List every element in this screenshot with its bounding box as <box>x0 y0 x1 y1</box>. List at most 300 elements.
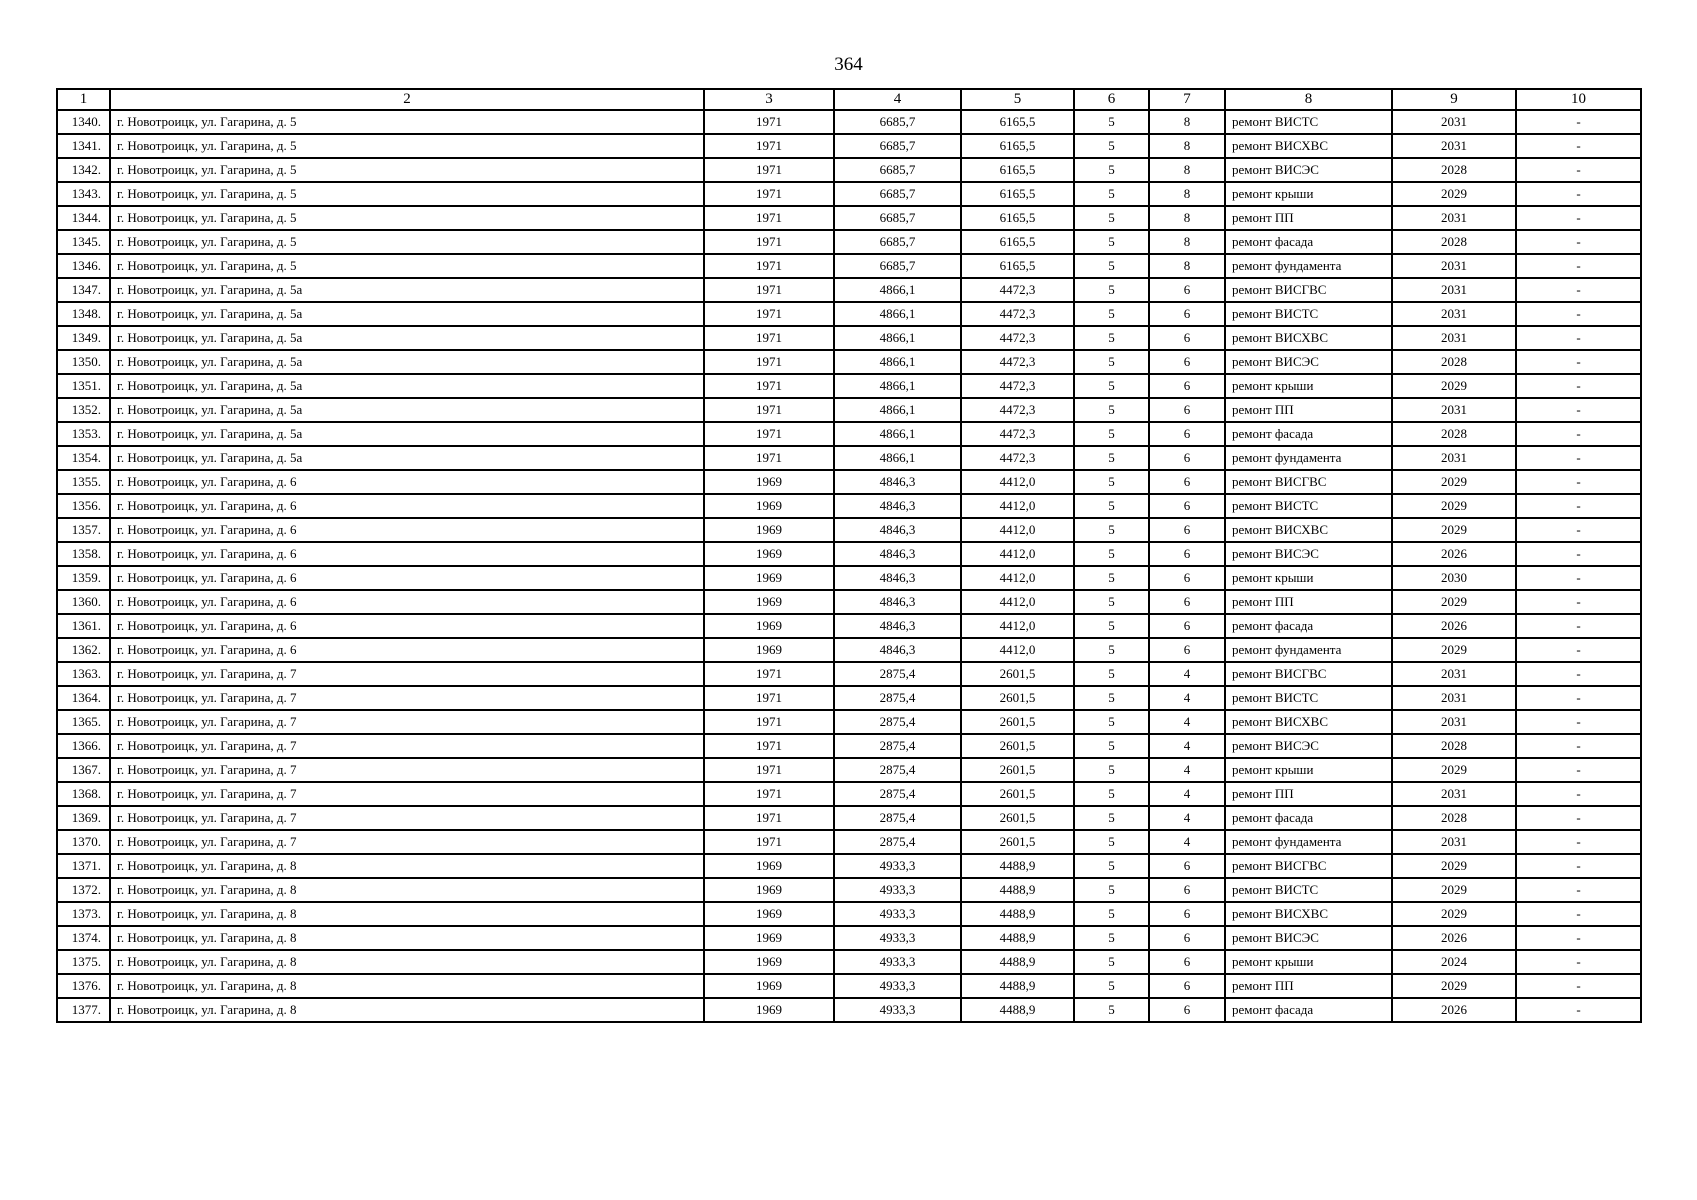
work-type-cell: ремонт крыши <box>1225 182 1392 206</box>
floors-cell: 5 <box>1074 350 1149 374</box>
entrances-cell: 6 <box>1149 950 1225 974</box>
floors-cell: 5 <box>1074 230 1149 254</box>
year-built-cell: 1971 <box>704 710 834 734</box>
entrances-cell: 6 <box>1149 326 1225 350</box>
address-cell: г. Новотроицк, ул. Гагарина, д. 6 <box>110 542 704 566</box>
row-number-cell: 1372. <box>57 878 110 902</box>
living-area-cell: 4412,0 <box>961 470 1074 494</box>
table-row <box>57 902 1641 926</box>
notes-cell: - <box>1516 638 1641 662</box>
notes-cell: - <box>1516 230 1641 254</box>
planned-year-cell: 2031 <box>1392 662 1516 686</box>
total-area-cell: 4866,1 <box>834 398 961 422</box>
living-area-cell: 6165,5 <box>961 134 1074 158</box>
work-type-cell: ремонт крыши <box>1225 566 1392 590</box>
table-row <box>57 182 1641 206</box>
entrances-cell: 8 <box>1149 182 1225 206</box>
address-cell: г. Новотроицк, ул. Гагарина, д. 7 <box>110 806 704 830</box>
address-cell: г. Новотроицк, ул. Гагарина, д. 7 <box>110 758 704 782</box>
year-built-cell: 1969 <box>704 878 834 902</box>
address-cell: г. Новотроицк, ул. Гагарина, д. 7 <box>110 710 704 734</box>
floors-cell: 5 <box>1074 710 1149 734</box>
notes-cell: - <box>1516 134 1641 158</box>
notes-cell: - <box>1516 758 1641 782</box>
entrances-cell: 6 <box>1149 350 1225 374</box>
row-number-cell: 1352. <box>57 398 110 422</box>
work-type-cell: ремонт ВИСТС <box>1225 110 1392 134</box>
work-type-cell: ремонт ВИСХВС <box>1225 326 1392 350</box>
floors-cell: 5 <box>1074 158 1149 182</box>
table-row <box>57 806 1641 830</box>
floors-cell: 5 <box>1074 758 1149 782</box>
total-area-cell: 4933,3 <box>834 974 961 998</box>
notes-cell: - <box>1516 878 1641 902</box>
planned-year-cell: 2028 <box>1392 734 1516 758</box>
work-type-cell: ремонт ВИСЭС <box>1225 158 1392 182</box>
year-built-cell: 1971 <box>704 134 834 158</box>
year-built-cell: 1971 <box>704 830 834 854</box>
address-cell: г. Новотроицк, ул. Гагарина, д. 6 <box>110 470 704 494</box>
planned-year-cell: 2026 <box>1392 614 1516 638</box>
planned-year-cell: 2026 <box>1392 926 1516 950</box>
row-number-cell: 1344. <box>57 206 110 230</box>
row-number-cell: 1350. <box>57 350 110 374</box>
table-row <box>57 782 1641 806</box>
row-number-cell: 1369. <box>57 806 110 830</box>
notes-cell: - <box>1516 206 1641 230</box>
planned-year-cell: 2031 <box>1392 134 1516 158</box>
address-cell: г. Новотроицк, ул. Гагарина, д. 5а <box>110 446 704 470</box>
page-number: 364 <box>834 54 863 75</box>
table-row <box>57 518 1641 542</box>
table-row <box>57 230 1641 254</box>
work-type-cell: ремонт ВИСТС <box>1225 878 1392 902</box>
year-built-cell: 1969 <box>704 542 834 566</box>
work-type-cell: ремонт крыши <box>1225 374 1392 398</box>
row-number-cell: 1348. <box>57 302 110 326</box>
floors-cell: 5 <box>1074 470 1149 494</box>
year-built-cell: 1971 <box>704 422 834 446</box>
entrances-cell: 6 <box>1149 494 1225 518</box>
work-type-cell: ремонт ВИСХВС <box>1225 710 1392 734</box>
table-row <box>57 950 1641 974</box>
living-area-cell: 4472,3 <box>961 350 1074 374</box>
address-cell: г. Новотроицк, ул. Гагарина, д. 5 <box>110 182 704 206</box>
year-built-cell: 1969 <box>704 470 834 494</box>
row-number-cell: 1363. <box>57 662 110 686</box>
work-type-cell: ремонт ВИСХВС <box>1225 134 1392 158</box>
year-built-cell: 1971 <box>704 230 834 254</box>
living-area-cell: 4412,0 <box>961 542 1074 566</box>
planned-year-cell: 2028 <box>1392 230 1516 254</box>
floors-cell: 5 <box>1074 494 1149 518</box>
planned-year-cell: 2024 <box>1392 950 1516 974</box>
table-row <box>57 326 1641 350</box>
entrances-cell: 4 <box>1149 710 1225 734</box>
year-built-cell: 1971 <box>704 158 834 182</box>
entrances-cell: 6 <box>1149 542 1225 566</box>
row-number-cell: 1370. <box>57 830 110 854</box>
entrances-cell: 8 <box>1149 158 1225 182</box>
year-built-cell: 1969 <box>704 854 834 878</box>
year-built-cell: 1971 <box>704 398 834 422</box>
row-number-cell: 1345. <box>57 230 110 254</box>
notes-cell: - <box>1516 998 1641 1022</box>
work-type-cell: ремонт ВИСТС <box>1225 494 1392 518</box>
living-area-cell: 4472,3 <box>961 374 1074 398</box>
year-built-cell: 1971 <box>704 758 834 782</box>
work-type-cell: ремонт ПП <box>1225 398 1392 422</box>
total-area-cell: 6685,7 <box>834 182 961 206</box>
entrances-cell: 4 <box>1149 830 1225 854</box>
address-cell: г. Новотроицк, ул. Гагарина, д. 6 <box>110 494 704 518</box>
table-row <box>57 758 1641 782</box>
work-type-cell: ремонт крыши <box>1225 950 1392 974</box>
total-area-cell: 2875,4 <box>834 782 961 806</box>
row-number-cell: 1371. <box>57 854 110 878</box>
total-area-cell: 4933,3 <box>834 854 961 878</box>
living-area-cell: 4472,3 <box>961 302 1074 326</box>
work-type-cell: ремонт фундамента <box>1225 254 1392 278</box>
year-built-cell: 1969 <box>704 590 834 614</box>
work-type-cell: ремонт ВИСЭС <box>1225 350 1392 374</box>
entrances-cell: 6 <box>1149 854 1225 878</box>
entrances-cell: 6 <box>1149 590 1225 614</box>
table-row <box>57 638 1641 662</box>
notes-cell: - <box>1516 374 1641 398</box>
work-type-cell: ремонт ВИСХВС <box>1225 518 1392 542</box>
notes-cell: - <box>1516 902 1641 926</box>
address-cell: г. Новотроицк, ул. Гагарина, д. 6 <box>110 638 704 662</box>
header-row <box>57 89 1641 110</box>
year-built-cell: 1969 <box>704 950 834 974</box>
living-area-cell: 4412,0 <box>961 494 1074 518</box>
planned-year-cell: 2030 <box>1392 566 1516 590</box>
floors-cell: 5 <box>1074 638 1149 662</box>
living-area-cell: 4488,9 <box>961 854 1074 878</box>
notes-cell: - <box>1516 854 1641 878</box>
planned-year-cell: 2031 <box>1392 110 1516 134</box>
floors-cell: 5 <box>1074 110 1149 134</box>
floors-cell: 5 <box>1074 998 1149 1022</box>
entrances-cell: 4 <box>1149 686 1225 710</box>
floors-cell: 5 <box>1074 782 1149 806</box>
planned-year-cell: 2028 <box>1392 806 1516 830</box>
row-number-cell: 1351. <box>57 374 110 398</box>
total-area-cell: 2875,4 <box>834 758 961 782</box>
total-area-cell: 4933,3 <box>834 950 961 974</box>
address-cell: г. Новотроицк, ул. Гагарина, д. 5 <box>110 206 704 230</box>
entrances-cell: 4 <box>1149 734 1225 758</box>
planned-year-cell: 2029 <box>1392 638 1516 662</box>
work-type-cell: ремонт фасада <box>1225 614 1392 638</box>
notes-cell: - <box>1516 398 1641 422</box>
living-area-cell: 2601,5 <box>961 758 1074 782</box>
notes-cell: - <box>1516 422 1641 446</box>
planned-year-cell: 2031 <box>1392 710 1516 734</box>
column-header: 8 <box>1225 89 1392 110</box>
notes-cell: - <box>1516 566 1641 590</box>
work-type-cell: ремонт ПП <box>1225 782 1392 806</box>
entrances-cell: 4 <box>1149 758 1225 782</box>
address-cell: г. Новотроицк, ул. Гагарина, д. 8 <box>110 854 704 878</box>
table-row <box>57 854 1641 878</box>
floors-cell: 5 <box>1074 566 1149 590</box>
living-area-cell: 4488,9 <box>961 998 1074 1022</box>
address-cell: г. Новотроицк, ул. Гагарина, д. 5а <box>110 374 704 398</box>
row-number-cell: 1364. <box>57 686 110 710</box>
table-row <box>57 878 1641 902</box>
work-type-cell: ремонт фасада <box>1225 230 1392 254</box>
total-area-cell: 4846,3 <box>834 566 961 590</box>
total-area-cell: 4846,3 <box>834 542 961 566</box>
work-type-cell: ремонт фасада <box>1225 998 1392 1022</box>
living-area-cell: 4472,3 <box>961 326 1074 350</box>
notes-cell: - <box>1516 158 1641 182</box>
table-row <box>57 254 1641 278</box>
work-type-cell: ремонт ПП <box>1225 206 1392 230</box>
address-cell: г. Новотроицк, ул. Гагарина, д. 5 <box>110 230 704 254</box>
total-area-cell: 4846,3 <box>834 518 961 542</box>
row-number-cell: 1342. <box>57 158 110 182</box>
living-area-cell: 4412,0 <box>961 518 1074 542</box>
notes-cell: - <box>1516 542 1641 566</box>
entrances-cell: 6 <box>1149 902 1225 926</box>
planned-year-cell: 2028 <box>1392 158 1516 182</box>
planned-year-cell: 2031 <box>1392 782 1516 806</box>
year-built-cell: 1969 <box>704 974 834 998</box>
work-type-cell: ремонт фундамента <box>1225 446 1392 470</box>
planned-year-cell: 2029 <box>1392 590 1516 614</box>
entrances-cell: 8 <box>1149 230 1225 254</box>
column-header: 10 <box>1516 89 1641 110</box>
total-area-cell: 2875,4 <box>834 830 961 854</box>
living-area-cell: 4412,0 <box>961 566 1074 590</box>
year-built-cell: 1971 <box>704 182 834 206</box>
column-header: 6 <box>1074 89 1149 110</box>
table-row <box>57 278 1641 302</box>
floors-cell: 5 <box>1074 950 1149 974</box>
address-cell: г. Новотроицк, ул. Гагарина, д. 6 <box>110 518 704 542</box>
floors-cell: 5 <box>1074 830 1149 854</box>
address-cell: г. Новотроицк, ул. Гагарина, д. 6 <box>110 566 704 590</box>
planned-year-cell: 2029 <box>1392 758 1516 782</box>
living-area-cell: 6165,5 <box>961 110 1074 134</box>
column-header: 3 <box>704 89 834 110</box>
row-number-cell: 1356. <box>57 494 110 518</box>
entrances-cell: 6 <box>1149 878 1225 902</box>
row-number-cell: 1346. <box>57 254 110 278</box>
table-row <box>57 134 1641 158</box>
row-number-cell: 1373. <box>57 902 110 926</box>
address-cell: г. Новотроицк, ул. Гагарина, д. 5 <box>110 134 704 158</box>
planned-year-cell: 2029 <box>1392 374 1516 398</box>
planned-year-cell: 2029 <box>1392 182 1516 206</box>
entrances-cell: 6 <box>1149 374 1225 398</box>
floors-cell: 5 <box>1074 422 1149 446</box>
planned-year-cell: 2031 <box>1392 254 1516 278</box>
entrances-cell: 6 <box>1149 302 1225 326</box>
table-row <box>57 830 1641 854</box>
living-area-cell: 4472,3 <box>961 446 1074 470</box>
address-cell: г. Новотроицк, ул. Гагарина, д. 5 <box>110 158 704 182</box>
notes-cell: - <box>1516 950 1641 974</box>
floors-cell: 5 <box>1074 134 1149 158</box>
row-number-cell: 1368. <box>57 782 110 806</box>
address-cell: г. Новотроицк, ул. Гагарина, д. 8 <box>110 998 704 1022</box>
entrances-cell: 6 <box>1149 974 1225 998</box>
year-built-cell: 1969 <box>704 518 834 542</box>
floors-cell: 5 <box>1074 446 1149 470</box>
table-row <box>57 110 1641 134</box>
address-cell: г. Новотроицк, ул. Гагарина, д. 8 <box>110 974 704 998</box>
address-cell: г. Новотроицк, ул. Гагарина, д. 7 <box>110 830 704 854</box>
living-area-cell: 4472,3 <box>961 398 1074 422</box>
row-number-cell: 1341. <box>57 134 110 158</box>
year-built-cell: 1971 <box>704 302 834 326</box>
living-area-cell: 2601,5 <box>961 686 1074 710</box>
total-area-cell: 2875,4 <box>834 734 961 758</box>
total-area-cell: 4846,3 <box>834 470 961 494</box>
row-number-cell: 1360. <box>57 590 110 614</box>
table-row <box>57 974 1641 998</box>
total-area-cell: 4933,3 <box>834 902 961 926</box>
row-number-cell: 1353. <box>57 422 110 446</box>
row-number-cell: 1376. <box>57 974 110 998</box>
entrances-cell: 6 <box>1149 398 1225 422</box>
floors-cell: 5 <box>1074 254 1149 278</box>
planned-year-cell: 2026 <box>1392 542 1516 566</box>
floors-cell: 5 <box>1074 878 1149 902</box>
address-cell: г. Новотроицк, ул. Гагарина, д. 6 <box>110 590 704 614</box>
total-area-cell: 4846,3 <box>834 494 961 518</box>
work-type-cell: ремонт ВИСХВС <box>1225 902 1392 926</box>
living-area-cell: 6165,5 <box>961 206 1074 230</box>
planned-year-cell: 2029 <box>1392 470 1516 494</box>
address-cell: г. Новотроицк, ул. Гагарина, д. 5 <box>110 254 704 278</box>
table-row <box>57 710 1641 734</box>
address-cell: г. Новотроицк, ул. Гагарина, д. 7 <box>110 686 704 710</box>
address-cell: г. Новотроицк, ул. Гагарина, д. 5 <box>110 110 704 134</box>
living-area-cell: 4488,9 <box>961 902 1074 926</box>
year-built-cell: 1971 <box>704 446 834 470</box>
planned-year-cell: 2029 <box>1392 854 1516 878</box>
table-row <box>57 206 1641 230</box>
living-area-cell: 4412,0 <box>961 590 1074 614</box>
work-type-cell: ремонт крыши <box>1225 758 1392 782</box>
table-row <box>57 590 1641 614</box>
work-type-cell: ремонт фундамента <box>1225 638 1392 662</box>
row-number-cell: 1377. <box>57 998 110 1022</box>
total-area-cell: 4866,1 <box>834 350 961 374</box>
table-row <box>57 446 1641 470</box>
planned-year-cell: 2031 <box>1392 302 1516 326</box>
total-area-cell: 2875,4 <box>834 686 961 710</box>
column-header: 2 <box>110 89 704 110</box>
work-type-cell: ремонт ВИСГВС <box>1225 278 1392 302</box>
floors-cell: 5 <box>1074 398 1149 422</box>
row-number-cell: 1367. <box>57 758 110 782</box>
floors-cell: 5 <box>1074 734 1149 758</box>
year-built-cell: 1969 <box>704 926 834 950</box>
year-built-cell: 1969 <box>704 494 834 518</box>
living-area-cell: 2601,5 <box>961 710 1074 734</box>
work-type-cell: ремонт ВИСГВС <box>1225 662 1392 686</box>
row-number-cell: 1366. <box>57 734 110 758</box>
planned-year-cell: 2029 <box>1392 494 1516 518</box>
floors-cell: 5 <box>1074 302 1149 326</box>
year-built-cell: 1971 <box>704 662 834 686</box>
address-cell: г. Новотроицк, ул. Гагарина, д. 5а <box>110 302 704 326</box>
total-area-cell: 4846,3 <box>834 590 961 614</box>
year-built-cell: 1971 <box>704 374 834 398</box>
repair-schedule-table <box>56 88 1642 1023</box>
address-cell: г. Новотроицк, ул. Гагарина, д. 5а <box>110 398 704 422</box>
year-built-cell: 1969 <box>704 566 834 590</box>
year-built-cell: 1969 <box>704 902 834 926</box>
entrances-cell: 8 <box>1149 134 1225 158</box>
entrances-cell: 6 <box>1149 422 1225 446</box>
column-header: 4 <box>834 89 961 110</box>
entrances-cell: 6 <box>1149 614 1225 638</box>
address-cell: г. Новотроицк, ул. Гагарина, д. 7 <box>110 662 704 686</box>
living-area-cell: 6165,5 <box>961 230 1074 254</box>
notes-cell: - <box>1516 494 1641 518</box>
notes-cell: - <box>1516 734 1641 758</box>
living-area-cell: 2601,5 <box>961 830 1074 854</box>
total-area-cell: 4866,1 <box>834 326 961 350</box>
table-row <box>57 998 1641 1022</box>
year-built-cell: 1969 <box>704 998 834 1022</box>
living-area-cell: 6165,5 <box>961 254 1074 278</box>
work-type-cell: ремонт ВИСЭС <box>1225 542 1392 566</box>
row-number-cell: 1375. <box>57 950 110 974</box>
table-row <box>57 926 1641 950</box>
year-built-cell: 1971 <box>704 110 834 134</box>
column-header: 9 <box>1392 89 1516 110</box>
entrances-cell: 6 <box>1149 446 1225 470</box>
living-area-cell: 4488,9 <box>961 974 1074 998</box>
planned-year-cell: 2029 <box>1392 878 1516 902</box>
row-number-cell: 1361. <box>57 614 110 638</box>
total-area-cell: 4933,3 <box>834 926 961 950</box>
work-type-cell: ремонт ВИСГВС <box>1225 854 1392 878</box>
notes-cell: - <box>1516 806 1641 830</box>
column-header: 5 <box>961 89 1074 110</box>
address-cell: г. Новотроицк, ул. Гагарина, д. 8 <box>110 926 704 950</box>
total-area-cell: 2875,4 <box>834 806 961 830</box>
total-area-cell: 6685,7 <box>834 134 961 158</box>
column-header: 1 <box>57 89 110 110</box>
row-number-cell: 1354. <box>57 446 110 470</box>
year-built-cell: 1969 <box>704 638 834 662</box>
entrances-cell: 4 <box>1149 782 1225 806</box>
total-area-cell: 4866,1 <box>834 302 961 326</box>
floors-cell: 5 <box>1074 974 1149 998</box>
table-body <box>57 110 1641 1022</box>
floors-cell: 5 <box>1074 686 1149 710</box>
table-row <box>57 734 1641 758</box>
notes-cell: - <box>1516 590 1641 614</box>
entrances-cell: 6 <box>1149 566 1225 590</box>
living-area-cell: 4472,3 <box>961 422 1074 446</box>
floors-cell: 5 <box>1074 590 1149 614</box>
work-type-cell: ремонт фундамента <box>1225 830 1392 854</box>
work-type-cell: ремонт ВИСТС <box>1225 686 1392 710</box>
entrances-cell: 6 <box>1149 638 1225 662</box>
work-type-cell: ремонт ВИСЭС <box>1225 734 1392 758</box>
total-area-cell: 4866,1 <box>834 278 961 302</box>
